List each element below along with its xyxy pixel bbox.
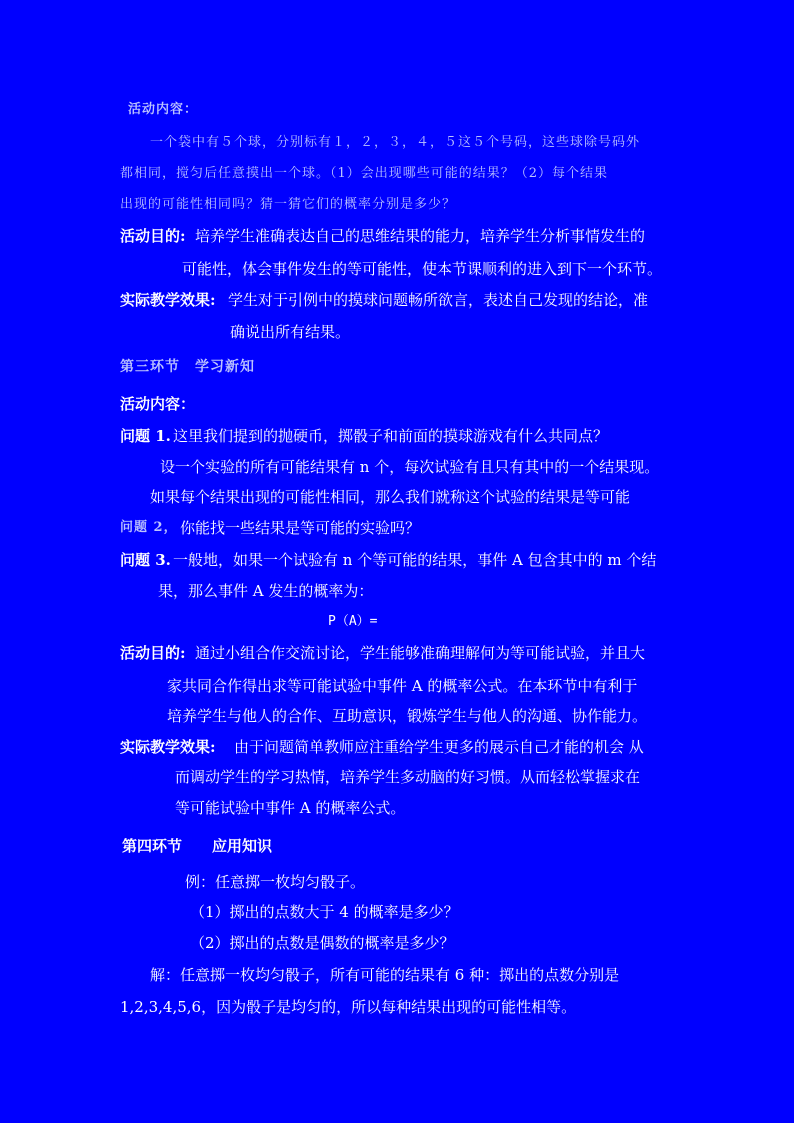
content-line: 都相同，搅匀后任意摸出一个球。（1）会出现哪些可能的结果？（2）每个结果	[120, 166, 609, 181]
example-subquestion: （2）掷出的点数是偶数的概率是多少？	[190, 934, 455, 952]
effect-line: 而调动学生的学习热情，培养学生多动脑的好习惯。从而轻松掌握求在	[175, 768, 641, 786]
question-3-text: 一般地，如果一个试验有 n 个等可能的结果，事件 A 包含其中的 m 个结	[173, 551, 657, 569]
effect-label: 实际教学效果:	[120, 738, 216, 756]
solution-line: 1,2,3,4,5,6，因为骰子是均匀的，所以每种结果出现的可能性相等。	[120, 998, 577, 1016]
purpose-line: 通过小组合作交流讨论，学生能够准确理解何为等可能试验，并且大	[195, 644, 646, 662]
example-text: 例：任意掷一枚均匀骰子。	[185, 873, 366, 891]
solution-line: 解：任意掷一枚均匀骰子，所有可能的结果有 6 种：掷出的点数分别是	[150, 966, 620, 984]
purpose-line: 培养学生准确表达自己的思维结果的能力，培养学生分析事情发生的	[195, 227, 646, 245]
activity-content-label: 活动内容：	[128, 102, 199, 117]
purpose-line: 家共同合作得出求等可能试验中事件 A 的概率公式。在本环节中有利于	[167, 677, 638, 695]
question-3-label: 问题 3.	[120, 551, 171, 569]
effect-line: 学生对于引例中的摸球问题畅所欲言，表述自己发现的结论，准	[228, 291, 649, 309]
content-line: 出现的可能性相同吗？猜一猜它们的概率分别是多少？	[120, 197, 457, 212]
purpose-line: 可能性，体会事件发生的等可能性，使本节课顺利的进入到下一个环节。	[182, 260, 663, 278]
probability-formula: P（A）=	[328, 614, 378, 629]
effect-line: 由于问题简单教师应注重给学生更多的展示自己才能的机会 从	[234, 738, 644, 756]
question-1-line: 如果每个结果出现的可能性相同，那么我们就称这个试验的结果是等可能	[150, 488, 631, 506]
purpose-label: 活动目的:	[120, 644, 186, 662]
section-heading: 第四环节 应用知识	[122, 837, 273, 855]
purpose-line: 培养学生与他人的合作、互助意识，锻炼学生与他人的沟通、协作能力。	[167, 707, 648, 725]
section-heading: 第三环节 学习新知	[120, 359, 255, 375]
question-1-line: 设一个实验的所有可能结果有 n 个，每次试验有且只有其中的一个结果现。	[160, 458, 660, 476]
content-line: 一个袋中有５个球，分别标有１，２，３，４，５这５个号码，这些球除号码外	[150, 135, 641, 150]
effect-line: 确说出所有结果。	[230, 323, 351, 341]
question-3-line: 果，那么事件 A 发生的概率为：	[158, 582, 374, 600]
purpose-label: 活动目的:	[120, 227, 186, 245]
question-2-label: 问题 2，	[120, 520, 178, 535]
effect-line: 等可能试验中事件 A 的概率公式。	[175, 799, 406, 817]
example-subquestion: （1）掷出的点数大于 4 的概率是多少？	[190, 903, 459, 921]
effect-label: 实际教学效果:	[120, 291, 216, 309]
question-2-text: 你能找一些结果是等可能的实验吗？	[180, 519, 421, 537]
question-1-text: 这里我们提到的抛硬币，掷骰子和前面的摸球游戏有什么共同点？	[173, 427, 609, 445]
question-1-label: 问题 1.	[120, 427, 171, 445]
activity-content-label: 活动内容：	[120, 395, 196, 413]
